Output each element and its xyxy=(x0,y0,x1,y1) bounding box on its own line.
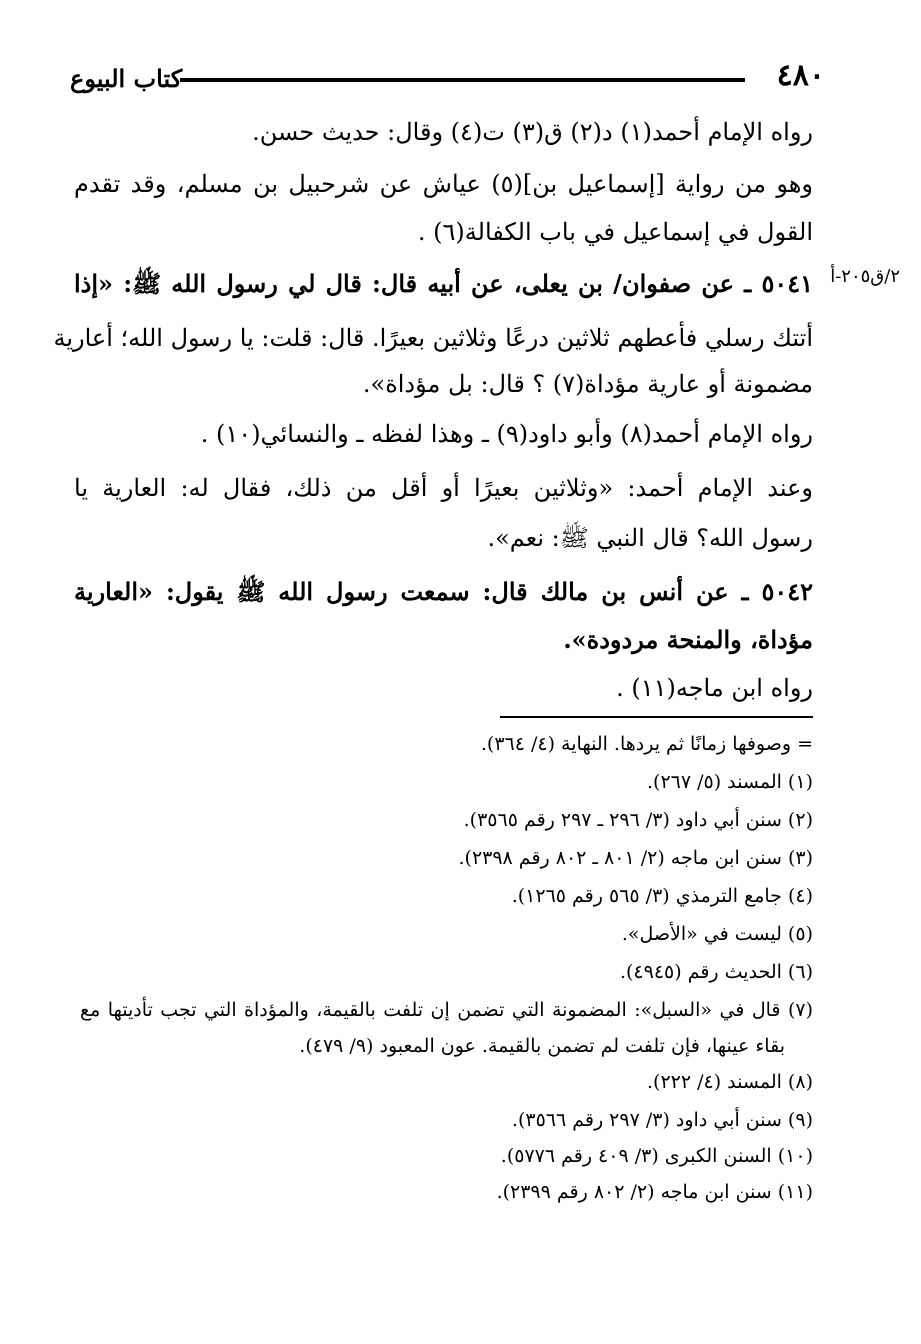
page-header xyxy=(70,58,825,98)
hadith-5042-line-2: مؤداة، والمنحة مردودة». xyxy=(563,625,813,654)
footnote-1: (١) المسند (٥/ ٢٦٧). xyxy=(646,771,813,793)
footnote-7-line-2: بقاء عينها، فإن تلفت لم تضمن بالقيمة. عون المعبود (٩/ ٤٧٩). xyxy=(299,1035,785,1057)
hadith-5041-line-2: أتتك رسلي فأعطهم ثلاثين درعًا وثلاثين بعيرًا. قال: قلت: يا رسول الله؛ أعارية xyxy=(53,324,813,352)
header-rule xyxy=(180,78,745,82)
footnote-2: (٢) سنن أبي داود (٣/ ٢٩٦ ـ ٢٩٧ رقم ٣٥٦٥). xyxy=(463,809,813,831)
footnote-9: (٩) سنن أبي داود (٣/ ٢٩٧ رقم ٣٥٦٦). xyxy=(511,1109,813,1131)
footnote-6: (٦) الحديث رقم (٤٩٤٥). xyxy=(619,961,813,983)
body-line-2: وهو من رواية [إسماعيل بن](٥) عياش عن شرحبيل بن مسلم، وقد تقدم xyxy=(74,170,813,198)
footnote-11: (١١) سنن ابن ماجه (٢/ ٨٠٢ رقم ٢٣٩٩). xyxy=(496,1181,813,1203)
footnote-3: (٣) سنن ابن ماجه (٢/ ٨٠١ ـ ٨٠٢ رقم ٢٣٩٨). xyxy=(458,847,813,869)
ahmad-variant-line-1: وعند الإمام أحمد: «وثلاثين بعيرًا أو أقل من ذلك، فقال له: العارية يا xyxy=(74,474,813,502)
body-line-1: رواه الإمام أحمد(١) د(٢) ق(٣) ت(٤) وقال: حديث حسن. xyxy=(252,118,813,146)
margin-note: ٢/ق٢٠٥-أ xyxy=(830,266,900,287)
footnote-8: (٨) المسند (٤/ ٢٢٢). xyxy=(646,1071,813,1093)
footnote-rule xyxy=(500,716,813,718)
hadith-5041-line-1: ٥٠٤١ ـ عن صفوان/ بن يعلى، عن أبيه قال: قال لي رسول الله ﷺ: «إذا xyxy=(74,269,813,298)
takhrij-line-1: رواه الإمام أحمد(٨) وأبو داود(٩) ـ وهذا لفظه ـ والنسائي(١٠) . xyxy=(200,420,813,448)
footnote-continuation: = وصوفها زمانًا ثم يردها. النهاية (٤/ ٣٦٤). xyxy=(480,733,813,755)
footnote-5: (٥) ليست في «الأصل». xyxy=(621,923,813,945)
footnote-4: (٤) جامع الترمذي (٣/ ٥٦٥ رقم ١٢٦٥). xyxy=(511,885,813,907)
page-number: ٤٨٠ xyxy=(776,58,825,93)
takhrij-line-2: رواه ابن ماجه(١١) . xyxy=(616,674,813,702)
ahmad-variant-line-2: رسول الله؟ قال النبي ﷺ: نعم». xyxy=(487,524,813,552)
footnote-10: (١٠) السنن الكبرى (٣/ ٤٠٩ رقم ٥٧٧٦). xyxy=(500,1145,813,1167)
body-line-3: القول في إسماعيل في باب الكفالة(٦) . xyxy=(417,218,813,246)
running-title: كتاب البيوع xyxy=(70,64,183,93)
hadith-5042-line-1: ٥٠٤٢ ـ عن أنس بن مالك قال: سمعت رسول الله ﷺ يقول: «العارية xyxy=(74,577,813,606)
hadith-5041-line-3: مضمونة أو عارية مؤداة(٧) ؟ قال: بل مؤداة». xyxy=(362,370,813,398)
footnote-7-line-1: (٧) قال في «السبل»: المضمونة التي تضمن إن تلفت بالقيمة، والمؤداة التي تجب تأديتها مع xyxy=(80,999,813,1021)
